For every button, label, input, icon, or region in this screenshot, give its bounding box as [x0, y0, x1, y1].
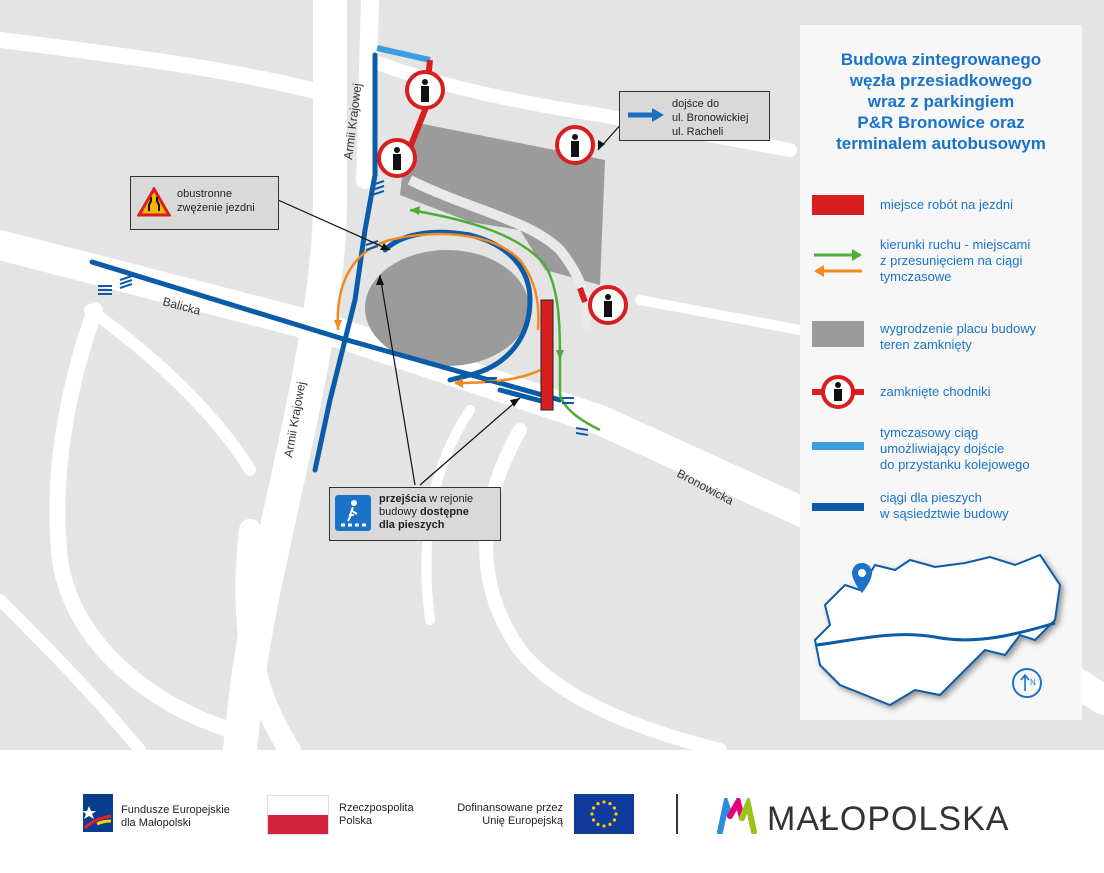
ue-line1: Dofinansowane przez — [457, 802, 563, 814]
crossings-text-bold2: dostępne — [419, 506, 469, 518]
access-line3: ul. Racheli — [672, 126, 724, 138]
legend-item-closed — [812, 375, 1072, 409]
legend-item-fenced — [812, 321, 1072, 355]
north-letter: N — [1030, 678, 1036, 687]
legend-roadwork-label: miejsce robót na jezdni — [880, 197, 1013, 212]
legend-title-line: wraz z parkingiem — [867, 92, 1015, 111]
legend-temporary-label-2: umożliwiający dojście — [880, 441, 1005, 456]
legend-title-line: terminalem autobusowym — [836, 134, 1046, 153]
callout-pedestrian-crossings — [329, 487, 501, 541]
road-label-armii-bottom: Armii Krajowej — [281, 380, 309, 459]
footer-logos — [0, 750, 1104, 873]
crossings-text-bold3: dla pieszych — [379, 519, 445, 531]
legend-fenced-label-1: wygrodzenie placu budowy — [880, 321, 1037, 336]
roadwork-zone — [541, 300, 553, 410]
malopolska-logo-icon — [716, 798, 760, 834]
legend-temporary-label-1: tymczasowy ciąg — [880, 425, 979, 440]
legend-pedestrian-label-1: ciągi dla pieszych — [880, 490, 982, 505]
road-narrowing-icon — [137, 187, 171, 217]
eu-flag-logo — [574, 794, 634, 834]
fenced-roundabout-area — [365, 250, 529, 366]
temporary-walkway-swatch — [812, 442, 864, 450]
legend-fenced-label-2: teren zamknięty — [880, 337, 972, 352]
crossings-text-regular2: budowy — [379, 506, 420, 518]
rp-line2: Polska — [339, 815, 373, 827]
closed-sidewalk-icon — [590, 287, 626, 323]
fe-line2: dla Małopolski — [121, 817, 191, 829]
ue-line2: Unię Europejską — [482, 815, 563, 827]
closed-sidewalk-legend-icon — [812, 375, 864, 409]
road-label-armii-top: Armii Krajowej — [341, 82, 365, 161]
legend-pedestrian-label-2: w sąsiedztwie budowy — [880, 506, 1009, 521]
narrowing-line2: zwężenie jezdni — [177, 202, 255, 214]
pedestrian-walkway-swatch — [812, 503, 864, 511]
callout-road-narrowing — [130, 176, 279, 230]
crossings-text-regular1: w rejonie — [426, 493, 474, 505]
fundusze-europejskie-logo — [83, 794, 115, 834]
pedestrian-crossing-icon — [335, 495, 371, 531]
fenced-area-swatch — [812, 321, 864, 347]
closed-sidewalk-icon — [557, 127, 593, 163]
legend-title-line: Budowa zintegrowanego — [840, 50, 1042, 69]
fe-line1: Fundusze Europejskie — [121, 804, 230, 816]
legend-title-line: P&R Bronowice oraz — [857, 113, 1025, 132]
narrowing-line1: obustronne — [177, 188, 233, 200]
legend-title-line: węzła przesiadkowego — [849, 71, 1033, 90]
road-label-balicka: Balicka — [161, 294, 203, 318]
footer-divider — [676, 794, 678, 834]
legend-traffic-label-1: kierunki ruchu - miejscami — [880, 237, 1031, 252]
legend-item-temporary — [812, 425, 1072, 475]
closed-sidewalk-icon — [407, 72, 443, 108]
north-arrow-icon — [1012, 668, 1042, 698]
legend-panel — [800, 25, 1082, 720]
legend-traffic-label-2: z przesunięciem na ciągi — [880, 253, 1023, 268]
legend-temporary-label-3: do przystanku kolejowego — [880, 457, 1030, 472]
polish-flag-logo — [267, 795, 329, 835]
crossings-text-bold1: przejścia — [379, 493, 427, 505]
access-line1: dojśce do — [672, 98, 720, 110]
legend-item-roadwork — [812, 193, 1072, 217]
closed-sidewalk-icon — [379, 140, 415, 176]
access-line2: ul. Bronowickiej — [672, 112, 749, 124]
roadwork-swatch — [812, 195, 864, 215]
traffic-arrows-icon — [812, 243, 864, 283]
callout-access-route — [619, 91, 770, 141]
road-label-bronowicka: Bronowicka — [674, 466, 736, 508]
arrow-right-icon — [626, 106, 666, 124]
legend-title — [800, 49, 1082, 154]
rp-line1: Rzeczpospolita — [339, 802, 414, 814]
malopolska-wordmark: MAŁOPOLSKA — [767, 800, 1010, 838]
legend-item-traffic — [812, 237, 1072, 287]
legend-traffic-label-3: tymczasowe — [880, 269, 952, 284]
legend-item-pedestrian — [812, 490, 1072, 524]
legend-closed-label: zamknięte chodniki — [880, 384, 991, 399]
